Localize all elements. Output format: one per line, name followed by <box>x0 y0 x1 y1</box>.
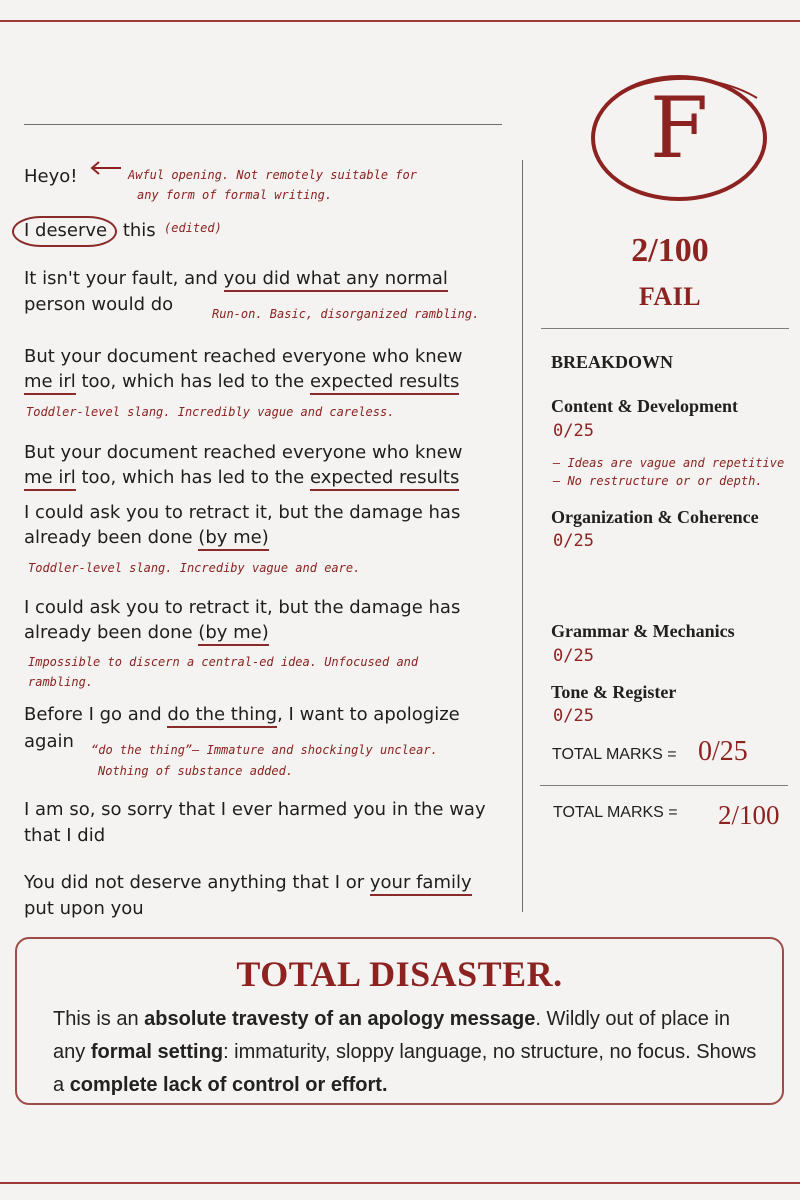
subtotal-label: TOTAL MARKS = <box>552 746 677 763</box>
grade-letter: F <box>649 79 709 177</box>
summary-text: This is an absolute travesty of an apology message. Wildly out of place in any formal setting: immaturity, sloppy language, no structure, no focus. Shows a complete lack of control or effort. <box>53 1008 757 1096</box>
content-note-1: – Ideas are vague and repetitive <box>553 456 785 470</box>
annotation-central-1: Impossible to discern a central-ed idea. Unfocused and <box>28 655 419 669</box>
grammar-score: 0/25 <box>553 646 594 666</box>
tone-score: 0/25 <box>553 706 594 726</box>
breakdown-total-line <box>540 785 788 786</box>
paragraph-3-line-1: But your document reached everyone who knew <box>24 442 463 463</box>
paragraph-5-line-2: already been done (by me) <box>24 620 269 646</box>
title-line <box>24 124 502 125</box>
summary-bold-3: complete lack of control or effort. <box>69 1074 388 1096</box>
paragraph-7-line-1: I am so, so sorry that I ever harmed you in the way <box>24 799 486 820</box>
paragraph-6-line-2: again <box>24 731 74 752</box>
paragraph-1-line-1: It isn't your fault, and you did what any normal <box>24 266 448 292</box>
summary-title: TOTAL DISASTER. <box>236 954 563 994</box>
annotation-runon: Run-on. Basic, disorganized rambling. <box>212 307 480 321</box>
total-label: TOTAL MARKS = <box>553 804 678 821</box>
annotation-slang-1: Toddler-level slang. Incredibly vague and careless. <box>26 405 395 419</box>
paragraph-2-line-1: But your document reached everyone who knew <box>24 346 463 367</box>
subtotal-value: 0/25 <box>698 736 748 767</box>
organization-title: Organization & Coherence <box>551 507 759 527</box>
paragraph-6-line-1: Before I go and do the thing, I want to apologize <box>24 702 460 728</box>
paragraph-7-line-2: that I did <box>24 825 106 846</box>
top-border-line <box>0 20 800 22</box>
paragraph-5-line-1: I could ask you to retract it, but the damage has <box>24 597 461 618</box>
grade-score: 2/100 <box>631 232 709 269</box>
underline-normal-person: you did what any normal <box>224 268 448 292</box>
paragraph-8-line-1: You did not deserve anything that I or your family <box>24 870 472 896</box>
message-line-2: I deserve this <box>24 216 156 247</box>
bottom-border-line <box>0 1182 800 1184</box>
underline-by-me: (by me) <box>198 527 268 551</box>
content-development-score: 0/25 <box>553 421 594 441</box>
breakdown-top-line <box>541 328 789 329</box>
annotation-opening-2: any form of formal writing. <box>137 188 333 202</box>
underline-do-the-thing: do the thing <box>167 704 277 728</box>
underline-me-irl-2: me irl <box>24 467 76 491</box>
left-arrow-icon <box>89 160 123 176</box>
summary-bold-2: formal setting <box>90 1041 224 1063</box>
content-note-2: – No restructure or or depth. <box>553 474 763 488</box>
summary-bold-1: absolute travesty of an apology message <box>144 1008 536 1030</box>
paragraph-4-line-2: already been done (by me) <box>24 525 269 551</box>
underline-expected-results-2: expected results <box>310 467 459 491</box>
circled-phrase: I deserve <box>12 216 117 247</box>
grade-status: FAIL <box>638 282 702 311</box>
content-development-title: Content & Development <box>551 396 738 416</box>
column-divider <box>522 160 523 912</box>
paragraph-1-line-2: person would do <box>24 294 174 315</box>
annotation-opening-1: Awful opening. Not remotely suitable for <box>128 168 417 182</box>
tone-title: Tone & Register <box>551 682 677 702</box>
underline-me-irl: me irl <box>24 371 76 395</box>
paragraph-3-line-2: me irl too, which has led to the expected results <box>24 465 459 491</box>
underline-by-me-2: (by me) <box>198 622 268 646</box>
annotation-thing-1: “do the thing”– Immature and shockingly unclear. <box>91 743 438 757</box>
annotation-edited: (edited) <box>164 221 222 235</box>
annotation-thing-2: Nothing of substance added. <box>98 764 294 778</box>
annotation-slang-2: Toddler-level slang. Incrediby vague and eare. <box>28 561 361 575</box>
paragraph-4-line-1: I could ask you to retract it, but the damage has <box>24 502 461 523</box>
paragraph-8-line-2: put upon you <box>24 898 144 919</box>
paragraph-2-line-2: me irl too, which has led to the expected results <box>24 369 459 395</box>
underline-expected-results: expected results <box>310 371 459 395</box>
breakdown-heading: BREAKDOWN <box>551 352 674 372</box>
grammar-title: Grammar & Mechanics <box>551 621 735 641</box>
organization-score: 0/25 <box>553 531 594 551</box>
total-value: 2/100 <box>718 800 780 830</box>
underline-your-family: your family <box>370 872 472 896</box>
annotation-central-2: rambling. <box>28 675 94 689</box>
message-line-1: Heyo! <box>24 166 78 187</box>
